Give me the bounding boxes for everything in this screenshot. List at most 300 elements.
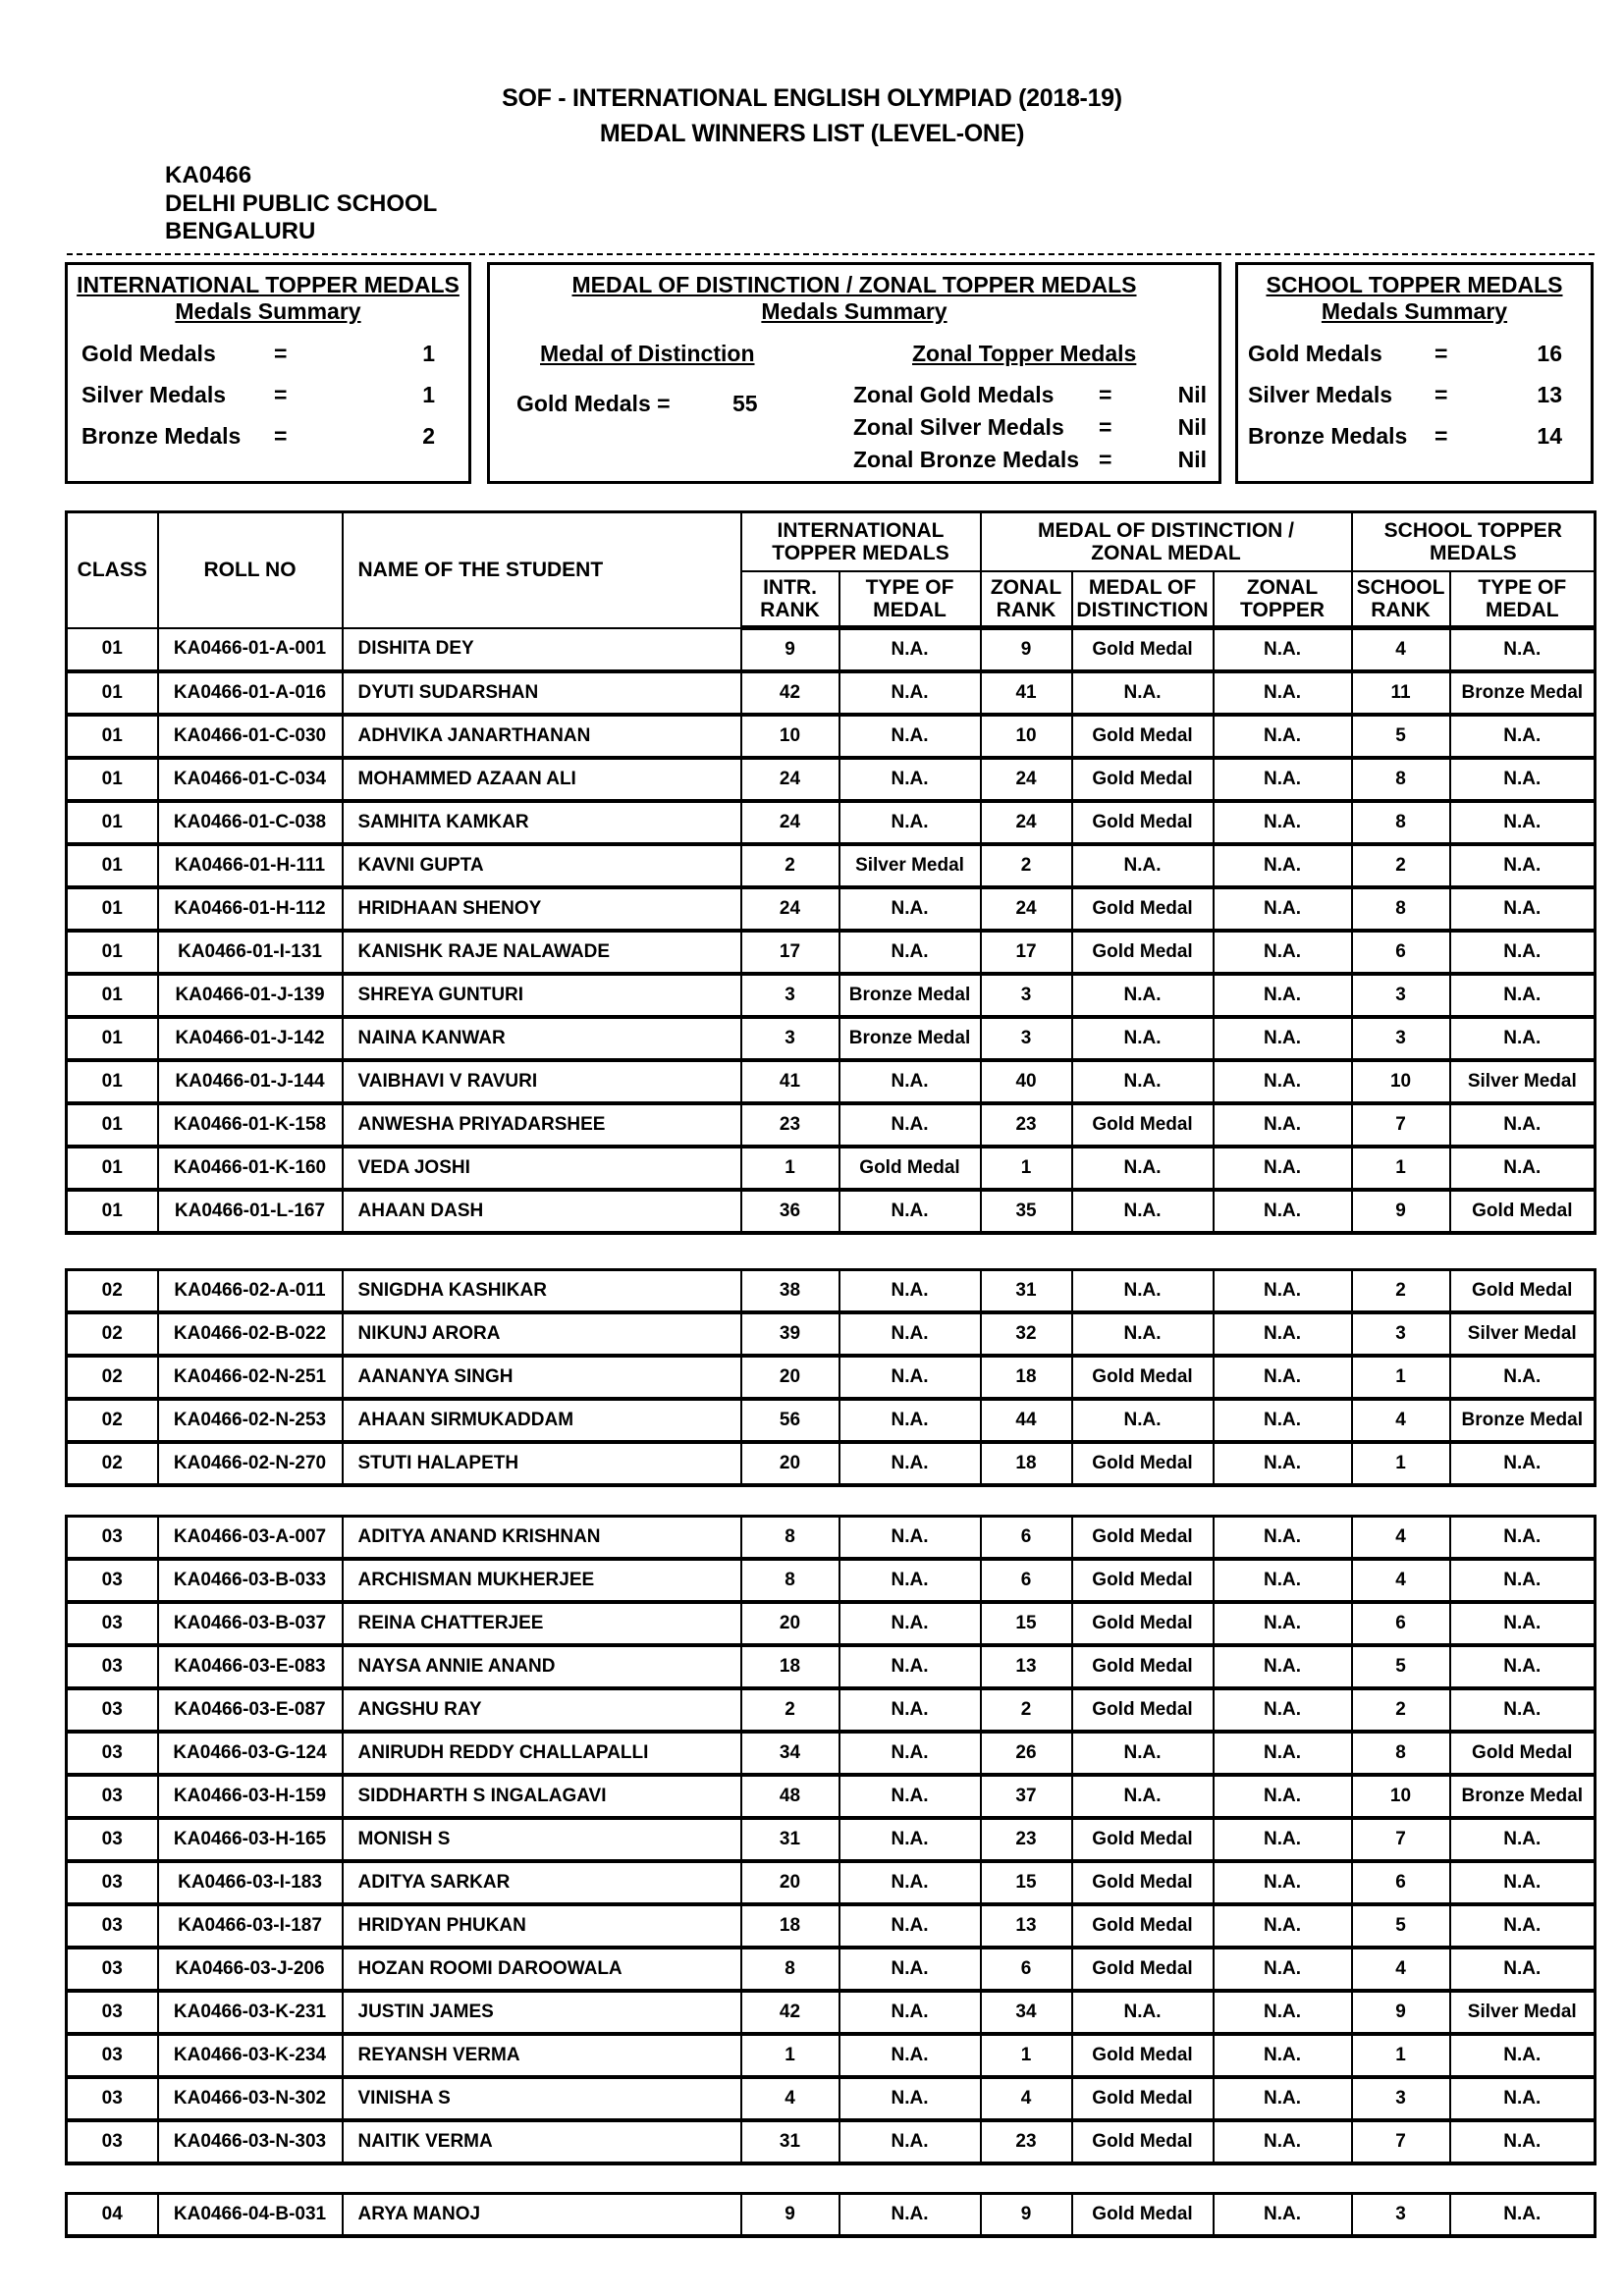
cell-intr-medal-type: Gold Medal — [839, 1147, 981, 1190]
group-header-school: SCHOOL TOPPER MEDALS — [1352, 512, 1596, 571]
cell-zonal-rank: 32 — [981, 1312, 1072, 1356]
cell-intr-medal-type: N.A. — [839, 1399, 981, 1442]
col-header-intr-rank: INTR. RANK — [741, 571, 839, 628]
cell-school-rank: 3 — [1352, 2077, 1450, 2120]
cell-student-name: AHAAN DASH — [343, 1190, 741, 1233]
cell-zonal-topper: N.A. — [1214, 628, 1352, 672]
cell-zonal-rank: 10 — [981, 715, 1072, 758]
cell-student-name: AANANYA SINGH — [343, 1356, 741, 1399]
cell-zonal-rank: 9 — [981, 628, 1072, 672]
table-row — [67, 844, 1596, 887]
cell-intr-rank: 8 — [741, 1559, 839, 1602]
cell-school-rank: 5 — [1352, 715, 1450, 758]
cell-roll-no: KA0466-02-A-011 — [158, 1270, 343, 1313]
cell-school-rank: 4 — [1352, 1517, 1450, 1560]
cell-medal-of-distinction: N.A. — [1072, 1775, 1214, 1818]
school-silver-eq: = — [1435, 382, 1448, 407]
cell-zonal-topper: N.A. — [1214, 671, 1352, 715]
col-header-school-type: TYPE OF MEDAL — [1450, 571, 1596, 628]
cell-medal-of-distinction: Gold Medal — [1072, 1602, 1214, 1645]
table-row — [67, 2034, 1596, 2077]
cell-school-rank: 3 — [1352, 1017, 1450, 1060]
cell-school-rank: 9 — [1352, 1190, 1450, 1233]
cell-roll-no: KA0466-03-A-007 — [158, 1517, 343, 1560]
cell-student-name: DYUTI SUDARSHAN — [343, 671, 741, 715]
cell-roll-no: KA0466-01-A-016 — [158, 671, 343, 715]
cell-class: 03 — [67, 1948, 158, 1991]
cell-zonal-topper: N.A. — [1214, 1017, 1352, 1060]
cell-class: 02 — [67, 1270, 158, 1313]
cell-medal-of-distinction: Gold Medal — [1072, 758, 1214, 801]
cell-zonal-rank: 15 — [981, 1861, 1072, 1904]
school-gold-value: 16 — [1537, 341, 1562, 366]
cell-school-rank: 1 — [1352, 1442, 1450, 1485]
cell-class: 02 — [67, 1312, 158, 1356]
cell-class: 03 — [67, 1732, 158, 1775]
cell-school-rank: 7 — [1352, 2120, 1450, 2163]
cell-medal-of-distinction: N.A. — [1072, 844, 1214, 887]
cell-school-rank: 8 — [1352, 1732, 1450, 1775]
cell-intr-rank: 9 — [741, 628, 839, 672]
school-bronze-value: 14 — [1537, 423, 1562, 449]
cell-intr-medal-type: N.A. — [839, 1861, 981, 1904]
cell-intr-rank: 20 — [741, 1356, 839, 1399]
cell-intr-rank: 2 — [741, 844, 839, 887]
cell-class: 01 — [67, 1060, 158, 1103]
cell-intr-medal-type: Bronze Medal — [839, 1017, 981, 1060]
table-row — [67, 1270, 1596, 1313]
cell-student-name: NAYSA ANNIE ANAND — [343, 1645, 741, 1688]
cell-school-medal-type: N.A. — [1450, 887, 1596, 931]
cell-intr-rank: 31 — [741, 1818, 839, 1861]
results-table-header — [65, 510, 1597, 1235]
cell-intr-medal-type: N.A. — [839, 931, 981, 974]
table-row — [67, 1645, 1596, 1688]
cell-medal-of-distinction: N.A. — [1072, 1732, 1214, 1775]
subheading-text: Medals Summary — [1321, 298, 1508, 324]
table-row — [67, 1732, 1596, 1775]
cell-school-medal-type: N.A. — [1450, 1017, 1596, 1060]
cell-school-rank: 1 — [1352, 2034, 1450, 2077]
cell-school-rank: 2 — [1352, 844, 1450, 887]
col-header-class: CLASS — [67, 512, 158, 628]
cell-zonal-topper: N.A. — [1214, 974, 1352, 1017]
cell-intr-rank: 23 — [741, 1103, 839, 1147]
cell-roll-no: KA0466-03-K-231 — [158, 1991, 343, 2034]
cell-class: 02 — [67, 1399, 158, 1442]
cell-intr-rank: 17 — [741, 931, 839, 974]
cell-intr-medal-type: N.A. — [839, 1312, 981, 1356]
cell-intr-medal-type: N.A. — [839, 1060, 981, 1103]
cell-medal-of-distinction: N.A. — [1072, 1270, 1214, 1313]
cell-student-name: NIKUNJ ARORA — [343, 1312, 741, 1356]
cell-zonal-rank: 23 — [981, 1818, 1072, 1861]
cell-zonal-rank: 13 — [981, 1645, 1072, 1688]
school-silver-label: Silver Medals — [1248, 382, 1393, 407]
cell-school-rank: 3 — [1352, 974, 1450, 1017]
col-header-school-rank: SCHOOL RANK — [1352, 571, 1450, 628]
cell-intr-rank: 56 — [741, 1399, 839, 1442]
cell-intr-medal-type: N.A. — [839, 671, 981, 715]
col-header-zonal-topper: ZONAL TOPPER — [1214, 571, 1352, 628]
cell-roll-no: KA0466-01-K-160 — [158, 1147, 343, 1190]
cell-intr-rank: 4 — [741, 2077, 839, 2120]
cell-school-rank: 6 — [1352, 1602, 1450, 1645]
cell-intr-medal-type: N.A. — [839, 1442, 981, 1485]
cell-school-rank: 5 — [1352, 1904, 1450, 1948]
cell-medal-of-distinction: N.A. — [1072, 974, 1214, 1017]
cell-intr-rank: 48 — [741, 1775, 839, 1818]
subheading-text: Medals Summary — [175, 298, 361, 324]
cell-intr-rank: 42 — [741, 671, 839, 715]
cell-zonal-rank: 18 — [981, 1356, 1072, 1399]
cell-class: 02 — [67, 1442, 158, 1485]
cell-class: 01 — [67, 887, 158, 931]
cell-zonal-topper: N.A. — [1214, 1399, 1352, 1442]
cell-zonal-topper: N.A. — [1214, 931, 1352, 974]
cell-zonal-topper: N.A. — [1214, 1818, 1352, 1861]
cell-intr-medal-type: N.A. — [839, 801, 981, 844]
distinction-summary-heading — [490, 272, 1218, 325]
cell-medal-of-distinction: N.A. — [1072, 1017, 1214, 1060]
cell-school-medal-type: N.A. — [1450, 1356, 1596, 1399]
cell-roll-no: KA0466-01-C-038 — [158, 801, 343, 844]
cell-intr-rank: 3 — [741, 974, 839, 1017]
cell-intr-medal-type: N.A. — [839, 1775, 981, 1818]
cell-intr-rank: 24 — [741, 887, 839, 931]
cell-student-name: DISHITA DEY — [343, 628, 741, 672]
cell-intr-medal-type: N.A. — [839, 628, 981, 672]
cell-class: 03 — [67, 2034, 158, 2077]
cell-intr-medal-type: N.A. — [839, 1818, 981, 1861]
table-row — [67, 887, 1596, 931]
cell-student-name: VAIBHAVI V RAVURI — [343, 1060, 741, 1103]
cell-zonal-rank: 44 — [981, 1399, 1072, 1442]
cell-medal-of-distinction: N.A. — [1072, 1060, 1214, 1103]
cell-class: 01 — [67, 844, 158, 887]
cell-zonal-rank: 3 — [981, 974, 1072, 1017]
cell-roll-no: KA0466-02-N-253 — [158, 1399, 343, 1442]
table-row — [67, 801, 1596, 844]
cell-roll-no: KA0466-03-N-302 — [158, 2077, 343, 2120]
cell-zonal-topper: N.A. — [1214, 1517, 1352, 1560]
cell-zonal-rank: 13 — [981, 1904, 1072, 1948]
cell-intr-rank: 20 — [741, 1442, 839, 1485]
zonal-gold-eq: = — [1099, 382, 1112, 407]
cell-zonal-rank: 2 — [981, 844, 1072, 887]
cell-class: 01 — [67, 671, 158, 715]
cell-roll-no: KA0466-03-H-159 — [158, 1775, 343, 1818]
cell-class: 03 — [67, 1559, 158, 1602]
cell-school-medal-type: N.A. — [1450, 844, 1596, 887]
cell-zonal-topper: N.A. — [1214, 1060, 1352, 1103]
cell-school-rank: 8 — [1352, 758, 1450, 801]
intl-gold-value: 1 — [422, 341, 435, 366]
cell-roll-no: KA0466-01-C-030 — [158, 715, 343, 758]
cell-zonal-rank: 40 — [981, 1060, 1072, 1103]
table-row — [67, 1517, 1596, 1560]
results-table-class-04 — [65, 2192, 1597, 2238]
cell-medal-of-distinction: Gold Medal — [1072, 1818, 1214, 1861]
intl-bronze-label: Bronze Medals — [81, 423, 242, 449]
col-header-medal-distinction: MEDAL OF DISTINCTION — [1072, 571, 1214, 628]
cell-school-rank: 8 — [1352, 887, 1450, 931]
cell-intr-medal-type: N.A. — [839, 887, 981, 931]
cell-zonal-topper: N.A. — [1214, 1948, 1352, 1991]
cell-zonal-topper: N.A. — [1214, 2194, 1352, 2237]
cell-roll-no: KA0466-03-G-124 — [158, 1732, 343, 1775]
intl-bronze-value: 2 — [422, 423, 435, 449]
cell-medal-of-distinction: N.A. — [1072, 1991, 1214, 2034]
cell-school-rank: 2 — [1352, 1270, 1450, 1313]
zonal-silver-label: Zonal Silver Medals — [853, 414, 1064, 440]
cell-intr-medal-type: N.A. — [839, 1904, 981, 1948]
cell-intr-medal-type: N.A. — [839, 715, 981, 758]
table-row — [67, 1060, 1596, 1103]
cell-zonal-topper: N.A. — [1214, 1732, 1352, 1775]
cell-zonal-rank: 9 — [981, 2194, 1072, 2237]
cell-medal-of-distinction: Gold Medal — [1072, 628, 1214, 672]
cell-roll-no: KA0466-04-B-031 — [158, 2194, 343, 2237]
international-summary-box — [65, 262, 471, 484]
cell-medal-of-distinction: Gold Medal — [1072, 2120, 1214, 2163]
cell-intr-rank: 39 — [741, 1312, 839, 1356]
cell-zonal-rank: 31 — [981, 1270, 1072, 1313]
heading-text: INTERNATIONAL TOPPER MEDALS — [77, 272, 460, 297]
cell-medal-of-distinction: N.A. — [1072, 1399, 1214, 1442]
cell-intr-rank: 8 — [741, 1517, 839, 1560]
table-row — [67, 1861, 1596, 1904]
cell-zonal-topper: N.A. — [1214, 1559, 1352, 1602]
cell-student-name: KANISHK RAJE NALAWADE — [343, 931, 741, 974]
cell-medal-of-distinction: N.A. — [1072, 671, 1214, 715]
col-header-intr-type: TYPE OF MEDAL — [839, 571, 981, 628]
cell-school-medal-type: Bronze Medal — [1450, 671, 1596, 715]
table-row — [67, 974, 1596, 1017]
cell-school-rank: 3 — [1352, 1312, 1450, 1356]
cell-roll-no: KA0466-01-H-112 — [158, 887, 343, 931]
cell-zonal-topper: N.A. — [1214, 2077, 1352, 2120]
cell-student-name: ADITYA SARKAR — [343, 1861, 741, 1904]
cell-student-name: ARYA MANOJ — [343, 2194, 741, 2237]
cell-zonal-rank: 3 — [981, 1017, 1072, 1060]
cell-student-name: MOHAMMED AZAAN ALI — [343, 758, 741, 801]
cell-medal-of-distinction: Gold Medal — [1072, 1861, 1214, 1904]
table-row — [67, 1602, 1596, 1645]
cell-school-rank: 10 — [1352, 1060, 1450, 1103]
table-row — [67, 628, 1596, 672]
cell-intr-medal-type: N.A. — [839, 1559, 981, 1602]
cell-student-name: VINISHA S — [343, 2077, 741, 2120]
table-row — [67, 1017, 1596, 1060]
zonal-heading: Zonal Topper Medals — [912, 341, 1137, 366]
zonal-gold-label: Zonal Gold Medals — [853, 382, 1055, 407]
cell-intr-rank: 1 — [741, 2034, 839, 2077]
cell-class: 01 — [67, 628, 158, 672]
cell-zonal-topper: N.A. — [1214, 758, 1352, 801]
table-row — [67, 1688, 1596, 1732]
table-row — [67, 1991, 1596, 2034]
cell-zonal-rank: 4 — [981, 2077, 1072, 2120]
cell-class: 01 — [67, 1190, 158, 1233]
school-bronze-eq: = — [1435, 423, 1448, 449]
cell-student-name: JUSTIN JAMES — [343, 1991, 741, 2034]
cell-intr-rank: 9 — [741, 2194, 839, 2237]
cell-school-medal-type: N.A. — [1450, 1147, 1596, 1190]
table-row — [67, 758, 1596, 801]
cell-intr-medal-type: N.A. — [839, 1948, 981, 1991]
group-header-distinction: MEDAL OF DISTINCTION / ZONAL MEDAL — [981, 512, 1352, 571]
zonal-silver-eq: = — [1099, 414, 1112, 440]
cell-medal-of-distinction: Gold Medal — [1072, 1517, 1214, 1560]
table-row — [67, 1559, 1596, 1602]
cell-intr-rank: 24 — [741, 758, 839, 801]
cell-intr-medal-type: N.A. — [839, 1190, 981, 1233]
school-gold-eq: = — [1435, 341, 1448, 366]
cell-intr-medal-type: N.A. — [839, 1270, 981, 1313]
subheading-text: Medals Summary — [761, 298, 947, 324]
cell-medal-of-distinction: Gold Medal — [1072, 1559, 1214, 1602]
zonal-gold-value: Nil — [1177, 382, 1207, 407]
cell-zonal-rank: 24 — [981, 758, 1072, 801]
table-row — [67, 715, 1596, 758]
cell-zonal-topper: N.A. — [1214, 1688, 1352, 1732]
cell-school-rank: 10 — [1352, 1775, 1450, 1818]
cell-school-rank: 11 — [1352, 671, 1450, 715]
cell-intr-medal-type: N.A. — [839, 1517, 981, 1560]
cell-class: 03 — [67, 1818, 158, 1861]
cell-student-name: STUTI HALAPETH — [343, 1442, 741, 1485]
cell-school-medal-type: N.A. — [1450, 628, 1596, 672]
mod-heading: Medal of Distinction — [540, 341, 755, 366]
cell-roll-no: KA0466-03-E-087 — [158, 1688, 343, 1732]
cell-medal-of-distinction: N.A. — [1072, 1147, 1214, 1190]
cell-student-name: SHREYA GUNTURI — [343, 974, 741, 1017]
cell-school-rank: 5 — [1352, 1645, 1450, 1688]
cell-school-medal-type: N.A. — [1450, 1645, 1596, 1688]
cell-medal-of-distinction: Gold Medal — [1072, 1645, 1214, 1688]
school-name: DELHI PUBLIC SCHOOL — [165, 190, 438, 217]
cell-zonal-rank: 41 — [981, 671, 1072, 715]
cell-intr-rank: 10 — [741, 715, 839, 758]
cell-school-medal-type: Gold Medal — [1450, 1732, 1596, 1775]
cell-medal-of-distinction: Gold Medal — [1072, 931, 1214, 974]
document-title-line2: MEDAL WINNERS LIST (LEVEL-ONE) — [599, 120, 1025, 147]
cell-class: 03 — [67, 1904, 158, 1948]
cell-medal-of-distinction: Gold Medal — [1072, 1904, 1214, 1948]
table-row — [67, 1190, 1596, 1233]
cell-zonal-topper: N.A. — [1214, 844, 1352, 887]
document-title-line1: SOF - INTERNATIONAL ENGLISH OLYMPIAD (2018-19) — [502, 84, 1122, 112]
cell-roll-no: KA0466-03-N-303 — [158, 2120, 343, 2163]
cell-school-rank: 4 — [1352, 628, 1450, 672]
table-row — [67, 931, 1596, 974]
table-row — [67, 1442, 1596, 1485]
heading-text: SCHOOL TOPPER MEDALS — [1266, 272, 1563, 297]
cell-class: 01 — [67, 974, 158, 1017]
table-row — [67, 1904, 1596, 1948]
table-row — [67, 1948, 1596, 1991]
cell-roll-no: KA0466-02-N-251 — [158, 1356, 343, 1399]
cell-medal-of-distinction: Gold Medal — [1072, 801, 1214, 844]
cell-school-medal-type: N.A. — [1450, 2077, 1596, 2120]
school-city: BENGALURU — [165, 218, 316, 244]
cell-roll-no: KA0466-01-H-111 — [158, 844, 343, 887]
cell-medal-of-distinction: Gold Medal — [1072, 715, 1214, 758]
cell-intr-rank: 8 — [741, 1948, 839, 1991]
distinction-summary-box — [487, 262, 1221, 484]
cell-student-name: ADITYA ANAND KRISHNAN — [343, 1517, 741, 1560]
cell-zonal-topper: N.A. — [1214, 1190, 1352, 1233]
cell-school-medal-type: Bronze Medal — [1450, 1399, 1596, 1442]
table-row — [67, 1399, 1596, 1442]
cell-roll-no: KA0466-01-J-139 — [158, 974, 343, 1017]
cell-intr-rank: 41 — [741, 1060, 839, 1103]
cell-class: 04 — [67, 2194, 158, 2237]
cell-medal-of-distinction: Gold Medal — [1072, 1356, 1214, 1399]
cell-school-medal-type: N.A. — [1450, 2034, 1596, 2077]
cell-intr-rank: 36 — [741, 1190, 839, 1233]
cell-zonal-rank: 6 — [981, 1517, 1072, 1560]
school-code: KA0466 — [165, 162, 252, 188]
cell-zonal-rank: 24 — [981, 887, 1072, 931]
table-row — [67, 2194, 1596, 2237]
school-bronze-label: Bronze Medals — [1248, 423, 1408, 449]
col-header-zonal-rank: ZONAL RANK — [981, 571, 1072, 628]
cell-student-name: SAMHITA KAMKAR — [343, 801, 741, 844]
cell-roll-no: KA0466-03-H-165 — [158, 1818, 343, 1861]
cell-zonal-rank: 23 — [981, 2120, 1072, 2163]
cell-school-medal-type: N.A. — [1450, 715, 1596, 758]
table-row — [67, 1147, 1596, 1190]
cell-zonal-rank: 17 — [981, 931, 1072, 974]
cell-intr-rank: 31 — [741, 2120, 839, 2163]
cell-class: 03 — [67, 2120, 158, 2163]
cell-school-medal-type: Gold Medal — [1450, 1190, 1596, 1233]
zonal-bronze-value: Nil — [1177, 447, 1207, 472]
cell-class: 03 — [67, 1517, 158, 1560]
school-silver-value: 13 — [1537, 382, 1562, 407]
cell-roll-no: KA0466-02-B-022 — [158, 1312, 343, 1356]
cell-intr-medal-type: N.A. — [839, 2194, 981, 2237]
cell-school-medal-type: N.A. — [1450, 758, 1596, 801]
cell-zonal-topper: N.A. — [1214, 1270, 1352, 1313]
cell-zonal-rank: 35 — [981, 1190, 1072, 1233]
cell-zonal-rank: 23 — [981, 1103, 1072, 1147]
cell-student-name: REINA CHATTERJEE — [343, 1602, 741, 1645]
cell-student-name: NAINA KANWAR — [343, 1017, 741, 1060]
cell-student-name: HRIDYAN PHUKAN — [343, 1904, 741, 1948]
cell-school-medal-type: N.A. — [1450, 1559, 1596, 1602]
cell-roll-no: KA0466-03-B-037 — [158, 1602, 343, 1645]
cell-medal-of-distinction: Gold Medal — [1072, 1948, 1214, 1991]
cell-school-medal-type: Silver Medal — [1450, 1060, 1596, 1103]
cell-roll-no: KA0466-01-A-001 — [158, 628, 343, 672]
cell-zonal-topper: N.A. — [1214, 1991, 1352, 2034]
cell-zonal-rank: 6 — [981, 1559, 1072, 1602]
intl-silver-value: 1 — [422, 382, 435, 407]
cell-roll-no: KA0466-03-K-234 — [158, 2034, 343, 2077]
cell-school-medal-type: N.A. — [1450, 2120, 1596, 2163]
cell-intr-medal-type: N.A. — [839, 1732, 981, 1775]
cell-intr-medal-type: N.A. — [839, 1645, 981, 1688]
table-row — [67, 1103, 1596, 1147]
cell-intr-rank: 34 — [741, 1732, 839, 1775]
cell-class: 02 — [67, 1356, 158, 1399]
cell-student-name: ANIRUDH REDDY CHALLAPALLI — [343, 1732, 741, 1775]
cell-zonal-rank: 18 — [981, 1442, 1072, 1485]
cell-intr-medal-type: N.A. — [839, 1103, 981, 1147]
